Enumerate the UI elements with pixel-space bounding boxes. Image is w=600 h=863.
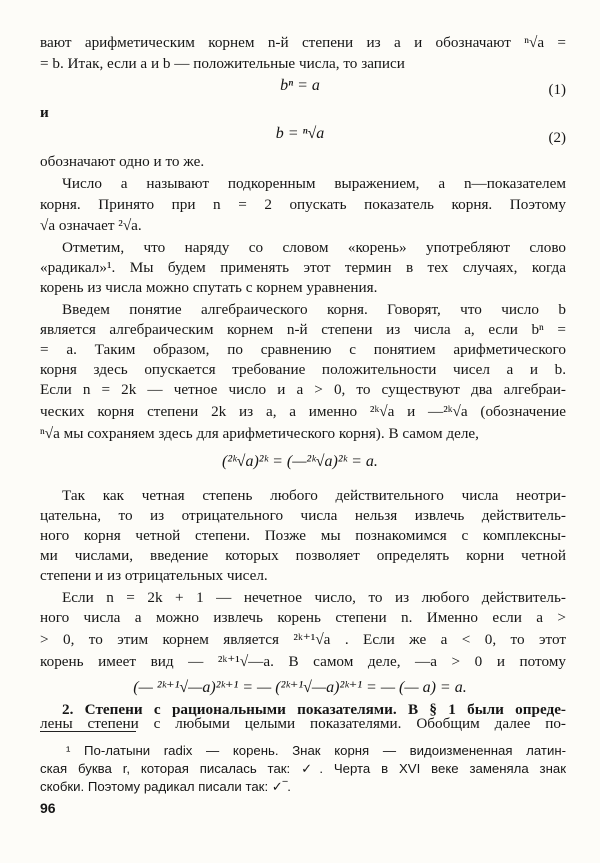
- text-line: цательна, то из отрицательного числа нельзя извлечь действитель-: [40, 507, 566, 524]
- text-line: Так как четная степень любого действительного числа неотри-: [62, 487, 566, 504]
- text-line: Если n = 2k — четное число и a > 0, то существуют два алгебраи-: [40, 381, 566, 398]
- text-line: ми числами, введение которых позволяет определять корни четной: [40, 547, 566, 564]
- text-line: корень имеет вид — ²ᵏ⁺¹√—a. В самом деле, —a > 0 и потому: [40, 653, 566, 670]
- text-line: Если n = 2k + 1 — нечетное число, то из любого действитель-: [62, 589, 566, 606]
- text-line: и: [40, 104, 49, 121]
- equation-1: bⁿ = a: [280, 77, 320, 94]
- text-line: Введем понятие алгебраического корня. Говорят, что число b: [62, 301, 566, 318]
- text-line: ного корня четной степени. Позже мы познакомимся с комплексны-: [40, 527, 566, 544]
- text-line: ческих корня степени 2k из a, а именно ²ᵏ√a и —²ᵏ√a (обозначение: [40, 403, 566, 420]
- text-line: = b. Итак, если a и b — положительные числа, то записи: [40, 55, 405, 72]
- text-line: «радикал»¹. Мы будем применять этот термин в тех случаях, когда: [40, 259, 566, 276]
- display-formula: (²ᵏ√a)²ᵏ = (—²ᵏ√a)²ᵏ = a.: [222, 453, 378, 470]
- footnote-rule: [40, 731, 136, 732]
- text-line: = a. Таким образом, по сравнению с понятием арифметического: [40, 341, 566, 358]
- text-line: √a означает ²√a.: [40, 217, 142, 234]
- text-line: Отметим, что наряду со словом «корень» употребляют слово: [62, 239, 566, 256]
- text-line: корня. Принято при n = 2 опускать показатель корня. Поэтому: [40, 196, 566, 213]
- text-line: вают арифметическим корнем n-й степени из a и обозначают ⁿ√a =: [40, 34, 566, 51]
- equation-number-2: (2): [548, 130, 566, 146]
- page-number: 96: [40, 800, 56, 816]
- text-line: корень из числа можно спутать с корнем уравнения.: [40, 279, 378, 296]
- text-line: ⁿ√a мы сохраняем здесь для арифметического корня). В самом деле,: [40, 425, 479, 442]
- footnote-line: ¹ По-латыни radix — корень. Знак корня — видоизмененная латин-: [66, 743, 566, 758]
- section-heading-line: 2. Степени с рациональными показателями. В § 1 были опреде-: [62, 701, 566, 718]
- footnote-line: ская буква r, которая писалась так: ✓. Черта в XVI веке заменяла знак: [40, 761, 566, 776]
- equation-number-1: (1): [548, 82, 566, 98]
- display-formula: (— ²ᵏ⁺¹√—a)²ᵏ⁺¹ = — (²ᵏ⁺¹√—a)²ᵏ⁺¹ = — (— a) = a.: [133, 679, 467, 696]
- text-line: лены степени с любыми целыми показателями. Обобщим далее по-: [40, 715, 566, 732]
- text-line: ного числа a можно извлечь корень степени n. Именно если a >: [40, 609, 566, 626]
- text-line: степени и из отрицательных чисел.: [40, 567, 268, 584]
- equation-2: b = ⁿ√a: [275, 125, 325, 142]
- text-line: обозначают одно и то же.: [40, 153, 205, 170]
- text-line: > 0, то этим корнем является ²ᵏ⁺¹√a . Если же a < 0, то этот: [40, 631, 566, 648]
- text-line: Число a называют подкоренным выражением, а n—показателем: [62, 175, 566, 192]
- footnote-line: скобки. Поэтому радикал писали так: ✓‾.: [40, 779, 291, 794]
- text-line: корня здесь опускается требование положительности чисел a и b.: [40, 361, 566, 378]
- text-line: является алгебраическим корнем n-й степени из числа a, если bⁿ =: [40, 321, 566, 338]
